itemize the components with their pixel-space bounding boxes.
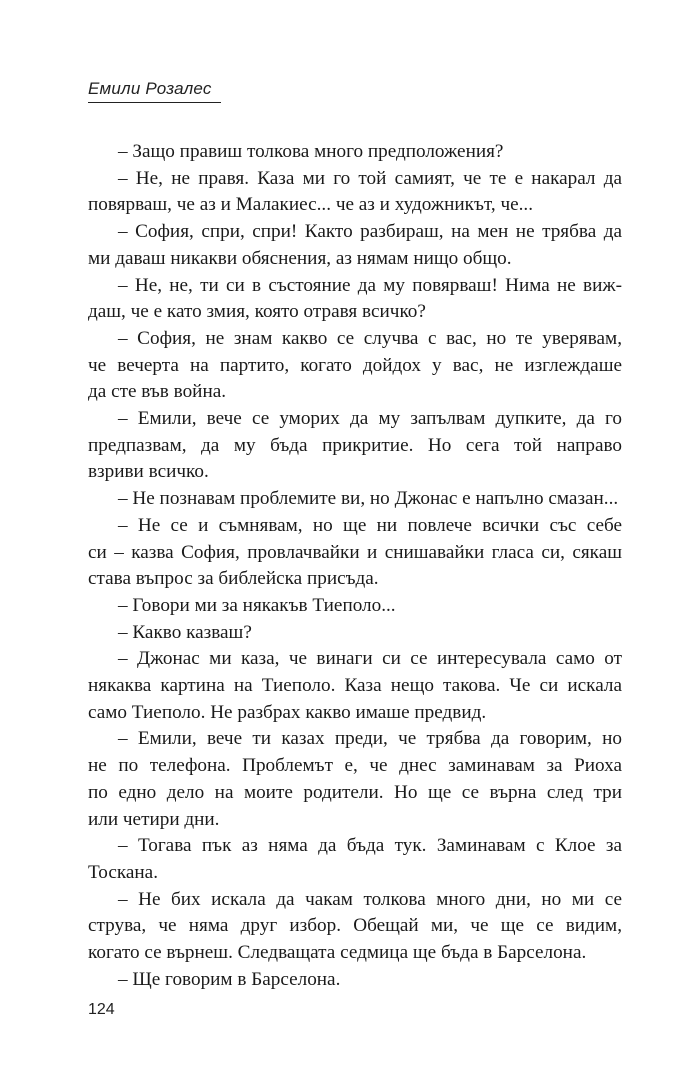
text-line: даш, че е като змия, която отравя всичко? bbox=[88, 301, 426, 323]
text-line: – Джонас ми каза, че винаги си се интересувала само от bbox=[118, 648, 622, 670]
text-line: – Говори ми за някакъв Тиеполо... bbox=[118, 594, 396, 616]
text-line: става въпрос за библейска присъда. bbox=[88, 568, 379, 590]
text-line: – Ще говорим в Барселона. bbox=[118, 968, 341, 990]
text-line: – Какво казваш? bbox=[118, 621, 252, 643]
text-line: – Тогава пък аз няма да бъда тук. Заминавам с Клое за bbox=[118, 835, 622, 857]
text-line: Тоскана. bbox=[88, 861, 158, 883]
text-line: да сте във война. bbox=[88, 381, 227, 403]
running-head: Емили Розалес bbox=[88, 79, 212, 98]
text-line: взриви всичко. bbox=[88, 461, 209, 483]
text-line: – София, не знам какво се случва с вас, но те уверявам, bbox=[118, 327, 622, 349]
text-line: повярваш, че аз и Малакиес... че аз и художникът, че... bbox=[88, 194, 534, 216]
text-line: че вечерта на партито, когато дойдох у вас, не изглеждаше bbox=[88, 354, 622, 376]
text-line: някаква картина на Тиеполо. Каза нещо такова. Че си искала bbox=[88, 675, 622, 697]
text-line: – Не, не правя. Каза ми го той самият, че те е накарал да bbox=[118, 167, 622, 189]
text-line: струва, че няма друг избор. Обещай ми, че ще се видим, bbox=[88, 915, 622, 937]
text-line: – Не бих искала да чакам толкова много дни, но ми се bbox=[118, 888, 622, 910]
text-line: само Тиеполо. Не разбрах какво имаше предвид. bbox=[88, 701, 487, 723]
page-number: 124 bbox=[88, 1001, 115, 1018]
text-line: – Емили, вече ти казах преди, че трябва да говорим, но bbox=[118, 728, 622, 750]
text-line: предпазвам, да му бъда прикритие. Но сега той направо bbox=[88, 434, 622, 456]
body-text bbox=[88, 139, 622, 994]
text-line: – Не познавам проблемите ви, но Джонас е напълно смазан... bbox=[118, 488, 619, 510]
text-line: или четири дни. bbox=[88, 808, 220, 830]
text-line: не по телефона. Проблемът е, че днес заминавам за Риоха bbox=[88, 755, 622, 777]
text-line: – Не се и съмнявам, но ще ни повлече всички със себе bbox=[118, 514, 622, 536]
text-line: – Защо правиш толкова много предположения? bbox=[118, 141, 504, 162]
header-rule bbox=[88, 102, 221, 103]
text-line: по едно дело на моите родители. Но ще се върна след три bbox=[88, 781, 622, 803]
text-line: – Емили, вече се уморих да му запълвам дупките, да го bbox=[118, 408, 622, 430]
text-line: – Не, не, ти си в състояние да му повярваш! Нима не виж- bbox=[118, 274, 622, 296]
text-line: си – казва София, провлачвайки и снишавайки гласа си, сякаш bbox=[88, 541, 622, 563]
text-line: – София, спри, спри! Както разбираш, на мен не трябва да bbox=[118, 221, 622, 243]
text-line: когато се върнеш. Следващата седмица ще бъда в Барселона. bbox=[88, 942, 587, 964]
text-line: ми даваш никакви обяснения, аз нямам нищо общо. bbox=[88, 247, 512, 269]
